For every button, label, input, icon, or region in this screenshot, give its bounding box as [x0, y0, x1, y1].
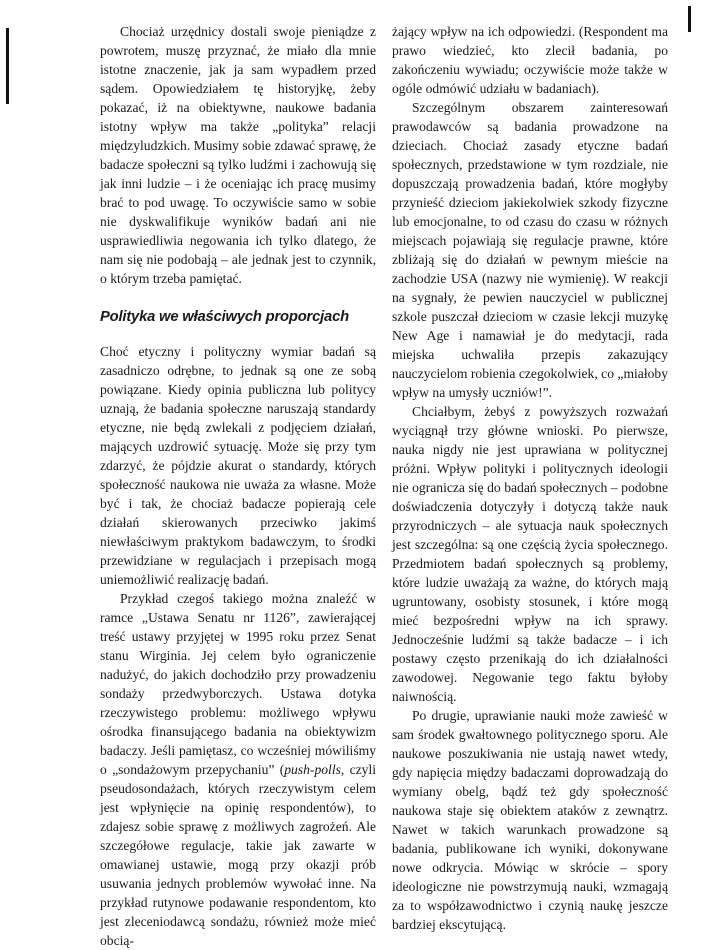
right-paragraph-4: Po drugie, uprawianie nauki może zawieść w sam środek gwałtownego politycznego sporu. Ale naukowe poszukiwania nie ustają nawet wtedy, gdy napięcia między badaczami doprowadzają do wymiany obelg, bądź też gdy społeczność naukowa staje się obiektem ataków z zewnątrz. Nawet w takich warunkach prowadzone są badania, publikowane ich wyniki, dokonywane nowe odkrycia. Mówiąc w skrócie – spory ideologiczne nie powstrzymują nauki, wzmagają za to współzawodnictwo i czynią naukę jeszcze bardziej ekscytującą.	[392, 708, 668, 932]
right-text-column	[392, 22, 668, 934]
right-paragraph-2: Szczególnym obszarem zainteresowań prawodawców są badania prowadzone na dzieciach. Chociaż zasady etyczne badań społecznych, przedstawione w tym rozdziale, nie dopuszczają prowadzenia badań, które mogłyby przynieść dzieciom jakiekolwiek szkody fizyczne lub emocjonalne, to od czasu do czasu w różnych miejscach pojawiają się regulacje prawne, które zbliżają się do działań w pewnym mieście na zachodzie USA (nazwy nie wymienię). W reakcji na sygnały, że pewien nauczyciel w publicznej szkole puszczał dzieciom w czasie lekcji muzykę New Age i namawiał je do medytacji, rada miejska uchwaliła przepis zakazujący nauczycielom robienia czegokolwiek, co „miałoby wpływ na umysły uczniów!”.	[392, 100, 668, 400]
page-edge-mark-right	[688, 6, 691, 32]
right-paragraph-3: Chciałbym, żebyś z powyższych rozważań wyciągnął trzy główne wnioski. Po pierwsze, nauka nigdy nie jest uprawiana w politycznej próżni. Wpływ polityki i politycznych ideologii nie ogranicza się do badań społecznych – podobne doświadczenia dotyczyły i dotyczą także nauk przyrodniczych – ale sytuacja nauk społecznych jest szczególna: są one częścią życia społecznego. Przedmiotem badań społecznych są problemy, które ludzie uważają za ważne, do których mają ugruntowany, osobisty stosunek, i które mogą mieć bezpośredni wpływ na ich sprawy. Jednocześnie ludźmi są także badacze – i ich postawy często przenikają do ich działalności zawodowej. Negowanie tego faktu byłoby naiwnością.	[392, 404, 668, 704]
left-paragraph-3-italic-term: push-polls	[284, 762, 341, 777]
left-paragraph-3-start: Przykład czegoś takiego można znaleźć w ramce „Ustawa Senatu nr 1126”, zawierającej treść ustawy przyjętej w 1995 roku przez Senat stanu Wirginia. Jej celem było ograniczenie nadużyć, do jakich dochodziło przy prowadzeniu sondaży przedwyborczych. Ustawa dotyka rzeczywistego problemu: możliwego wpływu ośrodka finansującego badania na obiektywizm badaczy. Jeśli pamiętasz, co wcześniej mówiliśmy o „sondażowym przepychaniu” (	[100, 591, 376, 777]
left-paragraph-3-end: , czyli pseudosondażach, których rzeczywistym celem jest wpłynięcie na opinię respondentów), to zdajesz sobie sprawę z możliwych zagrożeń. Ale szczegółowe regulacje, takie jak zawarte w omawianej ustawie, mogą przy okazji prób usuwania jednych problemów wywołać inne. Na przykład rutynowe podawanie respondentom, kto jest zleceniodawcą sondażu, również może mieć obcią-	[100, 762, 376, 948]
left-paragraph-2: Choć etyczny i polityczny wymiar badań są zasadniczo odrębne, to jednak są one ze sobą powiązane. Kiedy opinia publiczna lub politycy uznają, że badania społeczne naruszają standardy etyczne, nie będą zwlekali z podjęciem działań, mających uzdrowić sytuację. Może się przy tym zdarzyć, że pójdzie akurat o standardy, których społeczność naukowa nie uważa za własne. Może być i tak, że chociaż badacze popierają cele działań skierowanych przeciwko jakimś niewłaściwym praktykom badawczym, to środki przewidziane w regulacjach i przepisach mogą uniemożliwić realizację badań.	[100, 344, 376, 587]
page-edge-mark-left	[6, 28, 9, 104]
left-paragraph-3	[100, 589, 376, 950]
section-heading: Polityka we właściwych proporcjach	[100, 309, 349, 325]
right-paragraph-1: żający wpływ na ich odpowiedzi. (Respondent ma prawo wiedzieć, kto zlecił badania, po zakończeniu wywiadu; oczywiście może także w ogóle odmówić udziału w badaniach).	[392, 24, 668, 96]
left-paragraph-1: Chociaż urzędnicy dostali swoje pieniądze z powrotem, muszę przyznać, że miało dla mnie istotne znaczenie, jak ja sam wypadłem przed sądem. Opowiedziałem tę historyjkę, żeby pokazać, iż na obiektywne, naukowe badania istotny wpływ ma także „polityka” relacji międzyludzkich. Musimy sobie zdawać sprawę, że badacze społeczni są tylko ludźmi i zachowują się jak inni ludzie – i że oceniając ich pracę musimy brać to pod uwagę. To oczywiście samo w sobie nie dyskwalifikuje wyników badań ani nie usprawiedliwia negowania ich tylko dlatego, że nam się nie podobają – ale jednak jest to czynnik, o którym trzeba pamiętać.	[100, 24, 376, 286]
left-text-column	[100, 22, 376, 950]
